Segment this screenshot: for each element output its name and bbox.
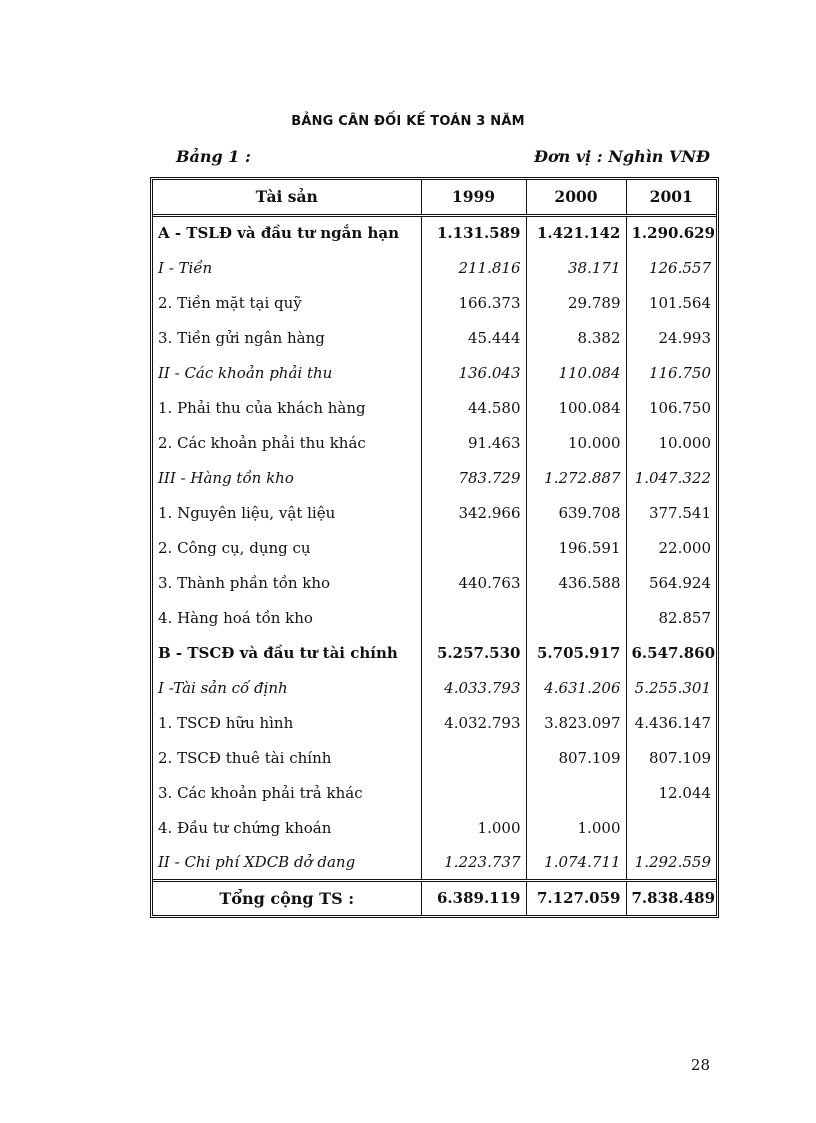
cell-label: 4. Hàng hoá tồn kho	[158, 608, 313, 627]
cell-2001: 6.547.860	[626, 635, 716, 670]
cell-2000: 100.084	[526, 390, 626, 425]
cell-label: II - Các khoản phải thu	[158, 363, 333, 382]
cell-2000: 436.588	[526, 565, 626, 600]
table-row	[153, 530, 716, 565]
cell-2000: 1.421.142	[526, 215, 626, 250]
table-row	[153, 775, 716, 810]
cell-2000: 5.705.917	[526, 635, 626, 670]
cell-1999: 783.729	[421, 460, 526, 495]
cell-1999: 4.032.793	[421, 705, 526, 740]
cell-label: I -Tài sản cố định	[158, 678, 288, 697]
table-row	[153, 250, 716, 285]
cell-2001: 22.000	[626, 530, 716, 565]
cell-2000: 1.074.711	[526, 845, 626, 880]
cell-2000: 38.171	[526, 250, 626, 285]
balance-sheet-table	[150, 177, 719, 918]
cell-2000: 639.708	[526, 495, 626, 530]
table-caption: Bảng 1 :	[176, 147, 251, 166]
table-row	[153, 635, 716, 670]
table-row	[153, 600, 716, 635]
table-row	[153, 320, 716, 355]
cell-2001: 126.557	[626, 250, 716, 285]
cell-1999: 166.373	[421, 285, 526, 320]
cell-1999: 1.000	[421, 810, 526, 845]
page-number: 28	[690, 1056, 710, 1074]
cell-2001: 4.436.147	[626, 705, 716, 740]
cell-1999: 136.043	[421, 355, 526, 390]
cell-label: 2. Tiền mặt tại quỹ	[158, 293, 302, 312]
cell-2001: 5.255.301	[626, 670, 716, 705]
cell-2001: 106.750	[626, 390, 716, 425]
cell-2000: 10.000	[526, 425, 626, 460]
cell-1999: 4.033.793	[421, 670, 526, 705]
cell-label: III - Hàng tồn kho	[158, 468, 294, 487]
table-header-row	[153, 180, 716, 215]
cell-label: I - Tiền	[158, 258, 213, 277]
table-row	[153, 810, 716, 845]
table-row	[153, 460, 716, 495]
cell-label: 2. Công cụ, dụng cụ	[158, 538, 311, 557]
document-title: BẢNG CÂN ĐỐI KẾ TOÁN 3 NĂM	[291, 114, 525, 129]
table-row	[153, 565, 716, 600]
cell-2001: 82.857	[626, 600, 716, 635]
table-row	[153, 670, 716, 705]
cell-2001: 377.541	[626, 495, 716, 530]
cell-2001: 1.292.559	[626, 845, 716, 880]
table-row	[153, 845, 716, 880]
cell-1999	[421, 775, 526, 810]
table-row	[153, 285, 716, 320]
cell-label: 3. Thành phần tồn kho	[158, 573, 331, 592]
table-row	[153, 425, 716, 460]
header-2000: 2000	[526, 180, 626, 215]
cell-label: 1. Nguyên liệu, vật liệu	[158, 503, 336, 522]
table-row	[153, 390, 716, 425]
cell-label: 4. Đầu tư chứng khoán	[158, 818, 332, 837]
cell-1999: 1.131.589	[421, 215, 526, 250]
header-2001: 2001	[626, 180, 716, 215]
cell-label: 2. Các khoản phải thu khác	[158, 433, 366, 452]
total-row	[153, 880, 716, 915]
cell-1999: 440.763	[421, 565, 526, 600]
table-row	[153, 705, 716, 740]
cell-2000: 3.823.097	[526, 705, 626, 740]
cell-1999: 342.966	[421, 495, 526, 530]
cell-2000: 110.084	[526, 355, 626, 390]
cell-2000: 1.272.887	[526, 460, 626, 495]
cell-2001: 101.564	[626, 285, 716, 320]
cell-label: II - Chi phí XDCB dở dang	[158, 852, 356, 871]
cell-label: 1. TSCĐ hữu hình	[158, 713, 294, 732]
header-1999: 1999	[421, 180, 526, 215]
cell-1999: 1.223.737	[421, 845, 526, 880]
total-2001: 7.838.489	[626, 880, 716, 915]
cell-label: 3. Các khoản phải trả khác	[158, 783, 363, 802]
cell-label: 1. Phải thu của khách hàng	[158, 398, 366, 417]
cell-2001	[626, 810, 716, 845]
cell-2001: 1.047.322	[626, 460, 716, 495]
cell-1999: 5.257.530	[421, 635, 526, 670]
cell-label: 2. TSCĐ thuê tài chính	[158, 748, 332, 767]
cell-2001: 24.993	[626, 320, 716, 355]
cell-1999: 211.816	[421, 250, 526, 285]
cell-2000: 4.631.206	[526, 670, 626, 705]
cell-1999	[421, 530, 526, 565]
cell-2000	[526, 775, 626, 810]
unit-caption: Đơn vị : Nghìn VNĐ	[533, 147, 710, 166]
cell-2000: 196.591	[526, 530, 626, 565]
cell-2000: 807.109	[526, 740, 626, 775]
cell-1999: 44.580	[421, 390, 526, 425]
total-label: Tổng cộng TS :	[219, 888, 355, 908]
cell-2000: 1.000	[526, 810, 626, 845]
cell-2001: 12.044	[626, 775, 716, 810]
cell-2001: 564.924	[626, 565, 716, 600]
cell-label: A - TSLĐ và đầu tư ngắn hạn	[158, 224, 400, 243]
cell-1999: 91.463	[421, 425, 526, 460]
total-1999: 6.389.119	[421, 880, 526, 915]
cell-1999: 45.444	[421, 320, 526, 355]
total-2000: 7.127.059	[526, 880, 626, 915]
cell-2000: 8.382	[526, 320, 626, 355]
cell-2000	[526, 600, 626, 635]
cell-2001: 807.109	[626, 740, 716, 775]
cell-2001: 1.290.629	[626, 215, 716, 250]
cell-2000: 29.789	[526, 285, 626, 320]
table-row	[153, 740, 716, 775]
cell-label: B - TSCĐ và đầu tư tài chính	[158, 643, 398, 662]
cell-2001: 10.000	[626, 425, 716, 460]
table-row	[153, 355, 716, 390]
cell-label: 3. Tiền gửi ngân hàng	[158, 328, 325, 347]
cell-1999	[421, 600, 526, 635]
cell-2001: 116.750	[626, 355, 716, 390]
cell-1999	[421, 740, 526, 775]
table-row	[153, 215, 716, 250]
header-assets: Tài sản	[255, 187, 318, 207]
table-row	[153, 495, 716, 530]
